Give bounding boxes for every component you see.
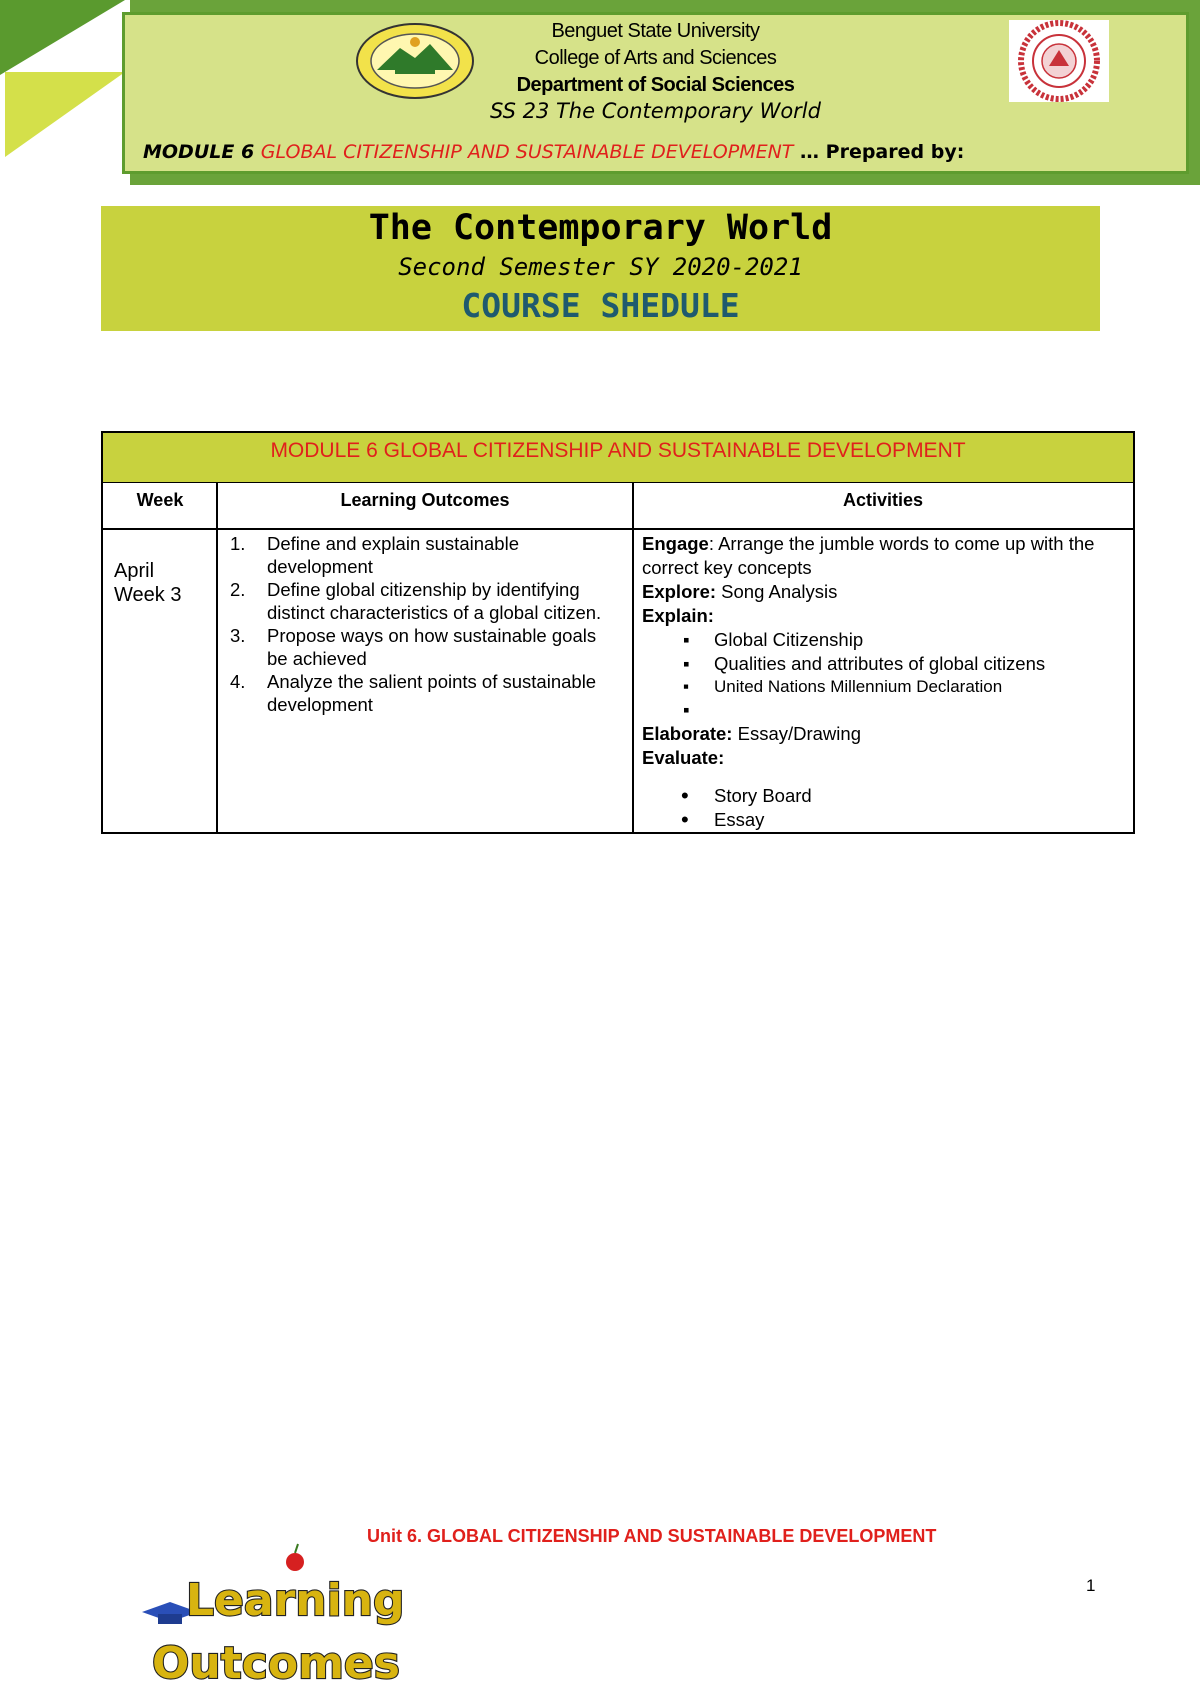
header-triangle-top [0, 0, 125, 75]
explain-label: Explain: [642, 605, 714, 626]
explain-line [642, 604, 1132, 628]
list-item [642, 808, 1132, 832]
elaborate-line [642, 722, 1132, 746]
document-title: The Contemporary World [368, 208, 833, 248]
module-prefix: MODULE 6 [143, 141, 261, 163]
prepared-by: … Prepared by: [793, 141, 965, 163]
week-month: April [114, 560, 155, 582]
explore-label: Explore: [642, 581, 717, 602]
column-divider [632, 483, 634, 834]
evaluate-item: Story Board [714, 785, 812, 806]
logo-word-learning: Learning [186, 1575, 405, 1626]
list-item [642, 676, 1132, 698]
course-name: SS 23 The Contemporary World [490, 99, 821, 123]
elaborate-label: Elaborate: [642, 723, 733, 744]
header-module-line [143, 141, 964, 163]
square-bullet-icon: ▪ [683, 677, 690, 696]
logo-word-outcomes: Outcomes [152, 1638, 400, 1689]
outcome-text: Analyze the salient points of sustainable development [267, 671, 597, 715]
square-bullet-icon: ▪ [683, 699, 690, 720]
list-number: 1. [230, 533, 246, 554]
header-week: Week [103, 483, 217, 530]
evaluate-line [642, 746, 1132, 770]
explain-item: United Nations Millennium Declaration [714, 677, 1003, 696]
evaluate-label: Evaluate: [642, 747, 725, 768]
list-number: 4. [230, 671, 246, 692]
list-item [220, 578, 620, 624]
evaluate-item: Essay [714, 809, 765, 830]
learning-outcomes-logo [140, 1540, 405, 1698]
engage-label: Engage [642, 533, 709, 554]
department-name: Department of Social Sciences [516, 74, 795, 96]
module-row-title: MODULE 6 GLOBAL CITIZENSHIP AND SUSTAINABLE DEVELOPMENT [270, 439, 966, 462]
schedule-heading: COURSE SHEDULE [461, 286, 740, 325]
list-item [642, 698, 1132, 722]
module-title: GLOBAL CITIZENSHIP AND SUSTAINABLE DEVELOPMENT [260, 141, 794, 163]
list-item [220, 670, 620, 716]
activities-cell [642, 532, 1132, 832]
list-item [642, 652, 1132, 676]
list-item [642, 784, 1132, 808]
header-learning-outcomes: Learning Outcomes [217, 483, 633, 530]
header-triangle-mid [5, 72, 125, 157]
semester-label: Second Semester SY 2020-2021 [398, 253, 803, 281]
week-number: Week 3 [114, 584, 182, 606]
explore-line [642, 580, 1132, 604]
spacer [642, 770, 1132, 784]
college-name: College of Arts and Sciences [534, 47, 777, 69]
engage-text: : Arrange the jumble words to come up with the correct key concepts [642, 533, 1095, 578]
square-bullet-icon: ▪ [683, 653, 690, 674]
list-item [220, 624, 620, 670]
explain-item: Global Citizenship [714, 629, 864, 650]
outcome-text: Define global citizenship by identifying distinct characteristics of a global citizen. [267, 579, 602, 623]
list-item [220, 532, 620, 578]
list-item [642, 628, 1132, 652]
unit-footer: Unit 6. GLOBAL CITIZENSHIP AND SUSTAINABLE DEVELOPMENT [367, 1526, 937, 1546]
page-number: 1 [1086, 1576, 1096, 1595]
engage-line [642, 532, 1132, 580]
university-name: Benguet State University [551, 20, 760, 42]
outcome-text: Define and explain sustainable development [267, 533, 519, 577]
module-row [103, 433, 1133, 483]
week-cell [114, 559, 204, 607]
list-number: 2. [230, 579, 246, 600]
explore-text: Song Analysis [716, 581, 838, 602]
square-bullet-icon: ▪ [683, 629, 690, 650]
column-divider [216, 483, 218, 834]
learning-outcomes-list [220, 532, 620, 716]
header-activities: Activities [633, 483, 1133, 530]
bullet-icon: • [681, 807, 689, 832]
bullet-icon: • [681, 783, 689, 808]
schedule-table [101, 431, 1135, 834]
elaborate-text: Essay/Drawing [732, 723, 861, 744]
explain-item: Qualities and attributes of global citizens [714, 653, 1046, 674]
outcome-text: Propose ways on how sustainable goals be achieved [267, 625, 597, 669]
list-number: 3. [230, 625, 246, 646]
